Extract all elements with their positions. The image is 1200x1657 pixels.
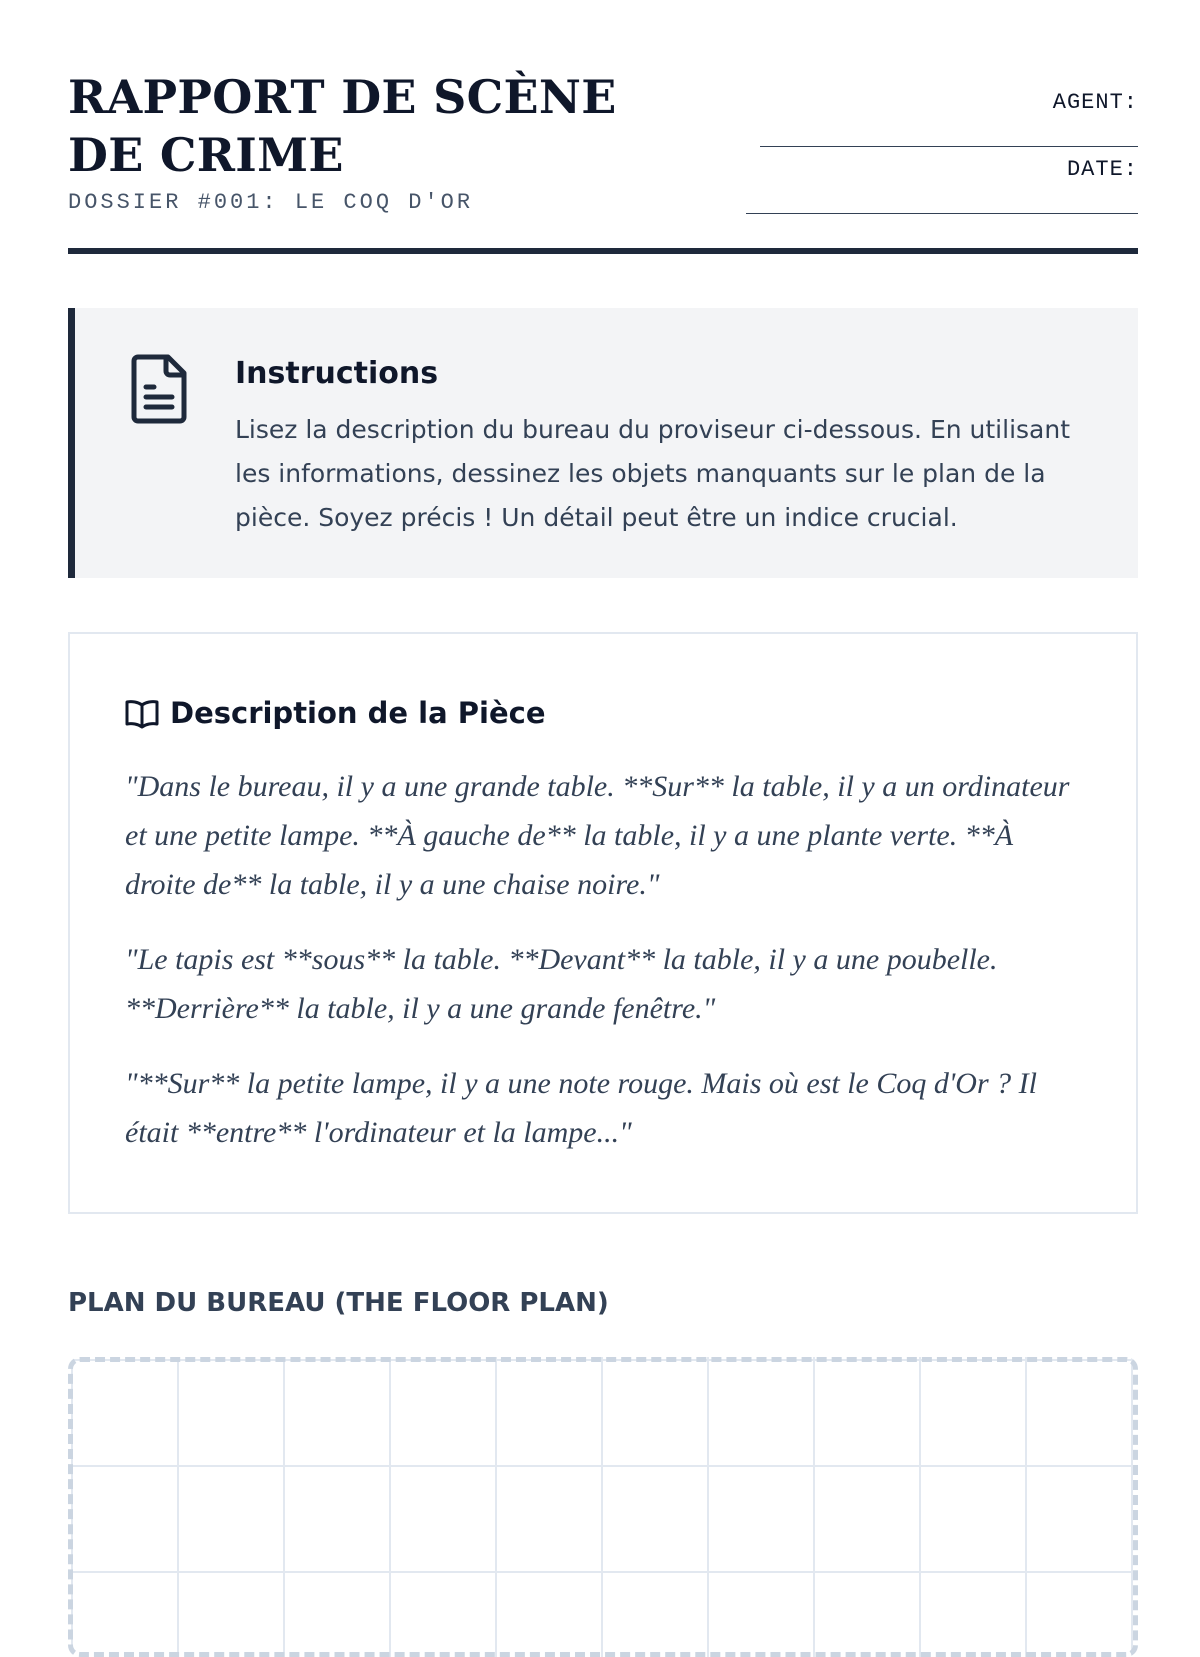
instructions-title: Instructions	[235, 356, 439, 391]
date-field[interactable]	[746, 213, 1138, 214]
description-paragraph: "**Sur** la petite lampe, il y a une note rouge. Mais où est le Coq d'Or ? Il était **entre** l'ordinateur et la lampe..."	[125, 1067, 1037, 1149]
floor-plan-grid[interactable]	[68, 1357, 1138, 1657]
instructions-panel	[68, 308, 1138, 578]
description-paragraphs	[125, 762, 1085, 1183]
document-icon	[130, 353, 190, 425]
floor-plan-title: PLAN DU BUREAU (THE FLOOR PLAN)	[68, 1288, 609, 1318]
description-paragraph: "Dans le bureau, il y a une grande table. **Sur** la table, il y a un ordinateur et une petite lampe. **À gauche de** la table, il y a une plante verte. **À droite de** la table, il y a une chaise noire."	[125, 770, 1070, 901]
room-description-box	[68, 632, 1138, 1214]
report-header	[68, 0, 1138, 255]
agent-label: AGENT:	[1052, 90, 1138, 115]
description-title: Description de la Pièce	[170, 696, 546, 730]
agent-field[interactable]	[760, 146, 1138, 147]
worksheet-page	[68, 0, 1138, 1318]
book-icon	[125, 699, 159, 729]
header-divider	[68, 248, 1138, 254]
page-title: RAPPORT DE SCÈNE DE CRIME	[68, 70, 617, 182]
description-paragraph: "Le tapis est **sous** la table. **Devant** la table, il y a une poubelle. **Derrière** la table, il y a une grande fenêtre."	[125, 943, 998, 1025]
date-label: DATE:	[1066, 157, 1138, 182]
dossier-subtitle: DOSSIER #001: LE COQ D'OR	[68, 190, 474, 215]
instructions-text: Lisez la description du bureau du proviseur ci-dessous. En utilisant les informations, dessinez les objets manquants sur le plan de la pièce. Soyez précis ! Un détail peut être un indice crucial.	[235, 415, 1071, 532]
